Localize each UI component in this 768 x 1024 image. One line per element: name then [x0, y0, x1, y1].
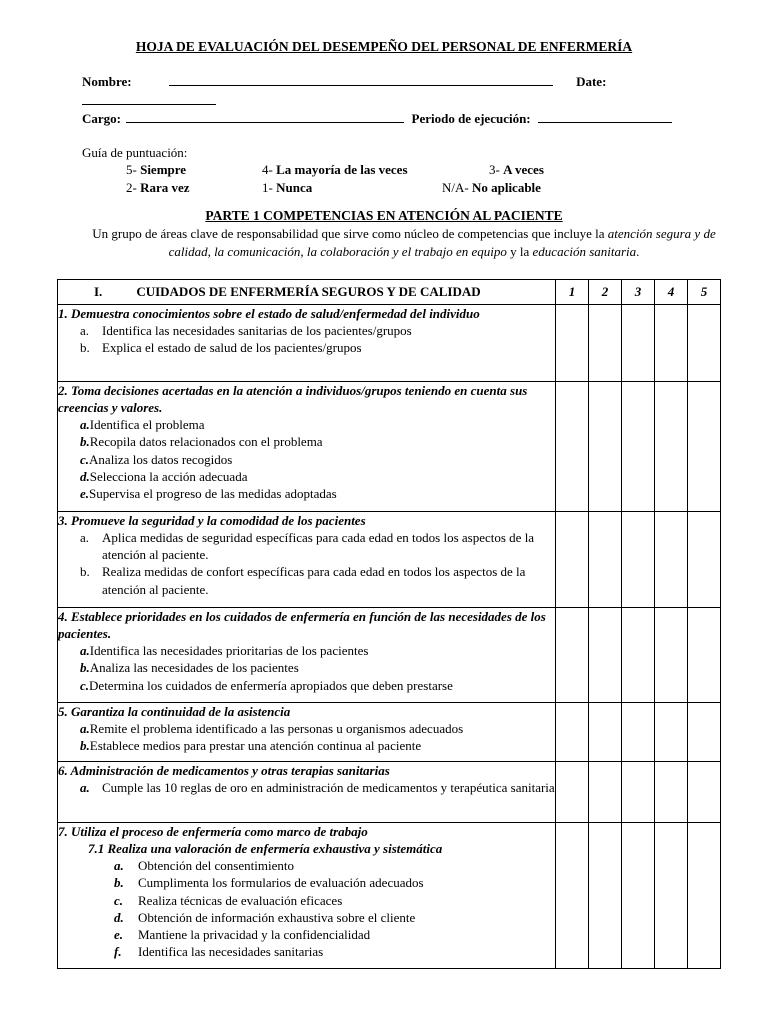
competency-cell	[58, 305, 556, 382]
score-cell[interactable]	[589, 305, 622, 382]
score-cell[interactable]	[589, 382, 622, 512]
score-cell[interactable]	[655, 512, 688, 608]
score-cell[interactable]	[622, 823, 655, 969]
score-cell[interactable]	[622, 762, 655, 823]
score-cell[interactable]	[688, 382, 721, 512]
score-cell[interactable]	[688, 305, 721, 382]
list-item: b. Cumplimenta los formularios de evaluación adecuados	[114, 875, 424, 891]
table-row	[58, 382, 721, 512]
list-item: b. Analiza las necesidades de los pacientes	[80, 660, 299, 676]
score-1: 1- Nunca	[262, 180, 313, 195]
date-field[interactable]	[82, 92, 216, 105]
nombre-field[interactable]	[169, 73, 553, 86]
competency-title: 4. Establece prioridades en los cuidados de enfermería en función de las necesidades de los pacientes.	[58, 609, 546, 642]
score-cell[interactable]	[556, 823, 589, 969]
score-cell[interactable]	[589, 762, 622, 823]
table-row	[58, 703, 721, 762]
score-4: 4- La mayoría de las veces	[262, 162, 408, 177]
competency-title: 7. Utiliza el proceso de enfermería como marco de trabajo	[58, 824, 368, 839]
score-cell[interactable]	[622, 382, 655, 512]
competency-cell	[58, 382, 556, 512]
score-cell[interactable]	[655, 305, 688, 382]
list-item: d. Obtención de información exhaustiva sobre el cliente	[114, 909, 416, 925]
list-item: c. Determina los cuidados de enfermería apropiados que deben prestarse	[80, 677, 453, 693]
table-row	[58, 823, 721, 969]
competency-subtitle: 7.1 Realiza una valoración de enfermería exhaustiva y sistemática	[88, 841, 443, 857]
competency-title: 5. Garantiza la continuidad de la asistencia	[58, 704, 291, 719]
part1-title: PARTE 1 COMPETENCIAS EN ATENCIÓN AL PACIENTE	[205, 208, 563, 223]
score-cell[interactable]	[556, 382, 589, 512]
competency-title: 2. Toma decisiones acertadas en la atención a individuos/grupos teniendo en cuenta sus creencias y valores.	[58, 383, 528, 416]
score-cell[interactable]	[556, 608, 589, 703]
score-cell[interactable]	[688, 703, 721, 762]
score-col-1: 1	[556, 280, 589, 305]
competency-cell	[58, 823, 556, 969]
list-item: a. Identifica el problema	[80, 417, 205, 433]
section-heading: I. CUIDADOS DE ENFERMERÍA SEGUROS Y DE CALIDAD	[58, 280, 556, 305]
competency-title: 1. Demuestra conocimientos sobre el estado de salud/enfermedad del individuo	[58, 306, 480, 321]
competency-cell	[58, 608, 556, 703]
score-cell[interactable]	[655, 823, 688, 969]
part1-description: Un grupo de áreas clave de responsabilidad que sirve como núcleo de competencias que incluye la atención segura y de calidad, la comunicación, la colaboración y el trabajo en equipo y la educación sanitaria.	[92, 226, 716, 259]
cargo-field[interactable]	[126, 110, 404, 123]
table-header	[58, 280, 721, 305]
table-row	[58, 305, 721, 382]
list-item: b. Establece medios para prestar una atención continua al paciente	[80, 738, 422, 754]
table-row	[58, 762, 721, 823]
list-item: a. Identifica las necesidades prioritarias de los pacientes	[80, 643, 369, 659]
competency-title: 6. Administración de medicamentos y otras terapias sanitarias	[58, 763, 390, 778]
score-cell[interactable]	[655, 608, 688, 703]
date-label: Date:	[576, 74, 607, 89]
competency-title: 3. Promueve la seguridad y la comodidad de los pacientes	[58, 513, 366, 528]
score-cell[interactable]	[655, 703, 688, 762]
form-title: HOJA DE EVALUACIÓN DEL DESEMPEÑO DEL PERSONAL DE ENFERMERÍA	[135, 39, 633, 54]
periodo-label: Periodo de ejecución:	[411, 111, 531, 126]
list-item: f. Identifica las necesidades sanitarias	[114, 944, 324, 960]
list-item: c. Analiza los datos recogidos	[80, 451, 233, 467]
score-col-2: 2	[589, 280, 622, 305]
table-row	[58, 608, 721, 703]
list-item: a. Obtención del consentimiento	[114, 858, 294, 874]
list-item: b. Realiza medidas de confort específicas para cada edad en todos los aspectos de la atención al paciente.	[80, 564, 526, 597]
list-item: c. Realiza técnicas de evaluación eficaces	[114, 892, 343, 908]
score-cell[interactable]	[589, 703, 622, 762]
nombre-row	[82, 73, 606, 90]
list-item: e. Supervisa el progreso de las medidas adoptadas	[80, 485, 337, 501]
score-cell[interactable]	[589, 823, 622, 969]
competency-cell	[58, 512, 556, 608]
score-cell[interactable]	[556, 512, 589, 608]
score-3: 3- A veces	[489, 162, 544, 177]
score-na: N/A- No aplicable	[442, 180, 541, 195]
score-cell[interactable]	[688, 512, 721, 608]
score-cell[interactable]	[589, 512, 622, 608]
score-cell[interactable]	[655, 762, 688, 823]
cargo-label: Cargo:	[82, 111, 121, 126]
score-cell[interactable]	[622, 608, 655, 703]
score-cell[interactable]	[622, 305, 655, 382]
score-cell[interactable]	[622, 703, 655, 762]
periodo-field[interactable]	[538, 110, 672, 123]
score-cell[interactable]	[688, 762, 721, 823]
list-item: b. Explica el estado de salud de los pacientes/grupos	[80, 340, 362, 356]
list-item: d. Selecciona la acción adecuada	[80, 468, 248, 484]
score-5: 5- Siempre	[126, 162, 187, 177]
score-cell[interactable]	[556, 305, 589, 382]
score-col-5: 5	[688, 280, 721, 305]
score-cell[interactable]	[688, 608, 721, 703]
score-col-4: 4	[655, 280, 688, 305]
list-item: a. Aplica medidas de seguridad específicas para cada edad en todos los aspectos de la atención al paciente.	[80, 530, 535, 563]
score-cell[interactable]	[688, 823, 721, 969]
evaluation-table	[57, 279, 721, 969]
score-col-3: 3	[622, 280, 655, 305]
list-item: a. Remite el problema identificado a las personas u organismos adecuados	[80, 721, 464, 737]
score-cell[interactable]	[622, 512, 655, 608]
list-item: b. Recopila datos relacionados con el problema	[80, 434, 323, 450]
score-2: 2- Rara vez	[126, 180, 190, 195]
nombre-label: Nombre:	[82, 74, 132, 89]
score-cell[interactable]	[556, 762, 589, 823]
cargo-row	[82, 110, 672, 127]
score-cell[interactable]	[556, 703, 589, 762]
table-row	[58, 512, 721, 608]
list-item: e. Mantiene la privacidad y la confidencialidad	[114, 926, 371, 942]
list-item: a. Identifica las necesidades sanitarias de los pacientes/grupos	[80, 323, 412, 339]
competency-cell	[58, 703, 556, 762]
date-row	[82, 92, 216, 109]
scoring-intro: Guía de puntuación:	[82, 145, 188, 160]
competency-cell	[58, 762, 556, 823]
score-cell[interactable]	[589, 608, 622, 703]
list-item: a. Cumple las 10 reglas de oro en administración de medicamentos y terapéutica sanitaria	[80, 780, 555, 796]
score-cell[interactable]	[655, 382, 688, 512]
